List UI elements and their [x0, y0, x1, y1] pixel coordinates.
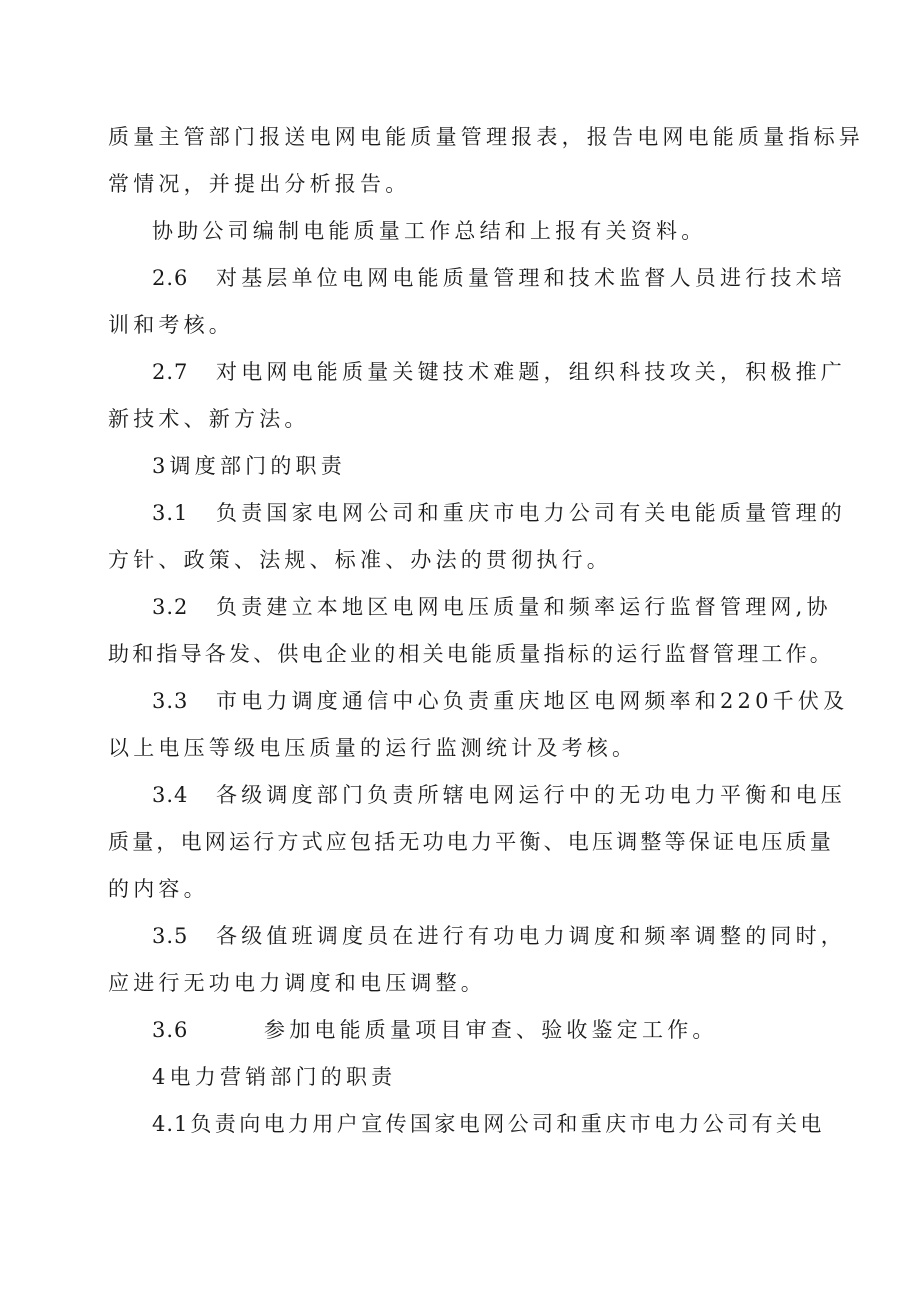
clause-number: 2.7 — [152, 360, 189, 384]
text-line: 助和指导各发、供电企业的相关电能质量指标的运行监督管理工作。 — [108, 642, 834, 666]
section-heading: 3调度部门的职责 — [152, 454, 346, 478]
text-line: 方针、政策、法规、标准、办法的贯彻执行。 — [108, 548, 612, 572]
clause-number: 2.6 — [152, 266, 189, 290]
text-line: 质量，电网运行方式应包括无功电力平衡、电压调整等保证电压质量 — [108, 830, 834, 854]
clause-3-5: 3.5 各级值班调度员在进行有功电力调度和频率调整的同时， — [152, 921, 846, 951]
clause-3-3: 3.3 市电力调度通信中心负责重庆地区电网频率和220千伏及 — [152, 686, 848, 716]
clause-2-7: 2.7 对电网电能质量关键技术难题，组织科技攻关，积极推广 — [152, 357, 846, 387]
clause-2-6: 2.6 对基层单位电网电能质量管理和技术监督人员进行技术培 — [152, 263, 846, 293]
clause-number: 4.1 — [152, 1112, 189, 1136]
text-line: 的内容。 — [108, 877, 209, 901]
clause-number: 3.2 — [152, 595, 189, 619]
clause-3-2: 3.2 负责建立本地区电网电压质量和频率运行监督管理网,协 — [152, 592, 832, 622]
clause-number: 3.1 — [152, 501, 189, 525]
clause-4-1: 4.1负责向电力用户宣传国家电网公司和重庆市电力公司有关电 — [152, 1112, 825, 1136]
text-line: 应进行无功电力调度和电压调整。 — [108, 971, 486, 995]
text-line: 常情况，并提出分析报告。 — [108, 172, 411, 196]
clause-3-6: 3.6 参加电能质量项目审查、验收鉴定工作。 — [152, 1015, 718, 1045]
text-line: 质量主管部门报送电网电能质量管理报表，报告电网电能质量指标异 — [108, 125, 864, 149]
clause-3-1: 3.1 负责国家电网公司和重庆市电力公司有关电能质量管理的 — [152, 498, 846, 528]
clause-number: 3.5 — [152, 924, 189, 948]
text-line: 以上电压等级电压质量的运行监测统计及考核。 — [108, 736, 638, 760]
clause-number: 3.4 — [152, 783, 189, 807]
section-heading: 4电力营销部门的职责 — [152, 1065, 397, 1089]
text-line: 新技术、新方法。 — [108, 407, 310, 431]
text-line: 训和考核。 — [108, 313, 234, 337]
text-line: 协助公司编制电能质量工作总结和上报有关资料。 — [152, 219, 707, 243]
clause-3-4: 3.4 各级调度部门负责所辖电网运行中的无功电力平衡和电压 — [152, 780, 846, 810]
clause-number: 3.3 — [152, 689, 189, 713]
clause-number: 3.6 — [152, 1018, 189, 1042]
